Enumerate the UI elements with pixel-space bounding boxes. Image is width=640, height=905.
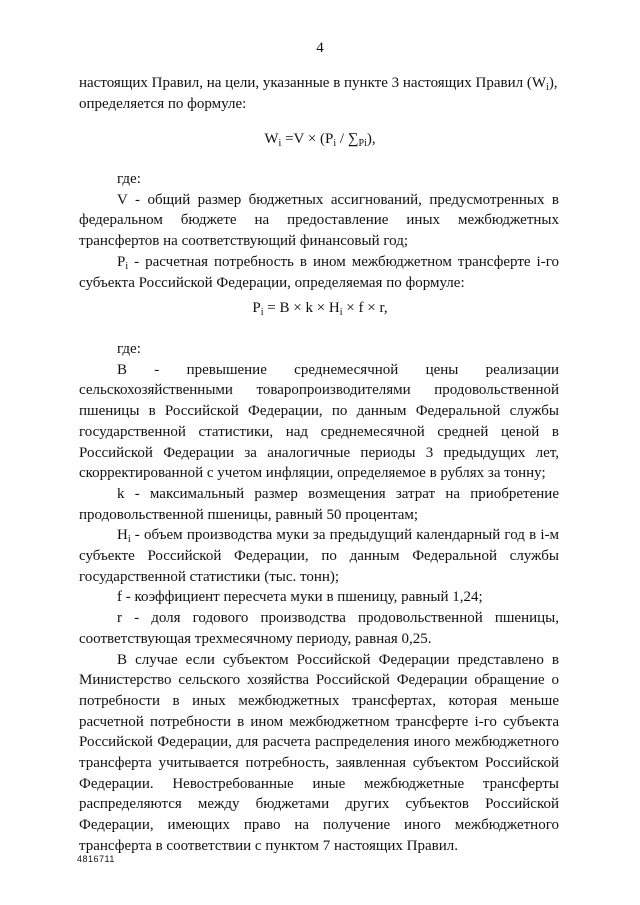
formula-p-symbol: P <box>252 300 261 316</box>
h-definition-text: - объем производства муки за предыдущий календарный год в i-м субъекте Российской Федерации, по данным Федеральной службы государственной статистики (тыс. тонн); <box>79 527 559 585</box>
footer-code: 4816711 <box>77 854 115 864</box>
intro-line-1-sub: i <box>546 82 549 93</box>
formula-w <box>0 131 640 148</box>
formula-p <box>0 300 640 317</box>
intro-line-1-a: настоящих Правил, на цели, указанные в пункте 3 настоящих Правил (W <box>79 75 547 91</box>
formula-p-sub: i <box>260 307 264 318</box>
p-definition-text: - расчетная потребность в ином межбюджетном трансферте i-го субъекта Российской Федерации, определяемая по формуле: <box>79 253 559 291</box>
k-definition: k - максимальный размер возмещения затрат на приобретение продовольственной пшеницы, равный 50 процентам; <box>79 485 559 523</box>
where-label-1: где: <box>117 171 141 187</box>
f-definition: f - коэффициент пересчета муки в пшеницу, равный 1,24; <box>117 589 483 606</box>
final-paragraph: В случае если субъектом Российской Федерации представлено в Министерство сельского хозяйства Российской Федерации обращение о потребности в иных межбюджетных трансфертах, которая меньше расчетной потребности в ином межбюджетном трансферте i-го субъекта Российской Федерации, для расчета распределения иного межбюджетного трансферта учитывается потребность, заявленная субъектом Российской Федерации. Невостребованные иные межбюджетные трансферты распределяются между бюджетами других субъектов Российской Федерации, имеющих право на получение иного межбюджетного трансферта в соответствии с пунктом 7 настоящих Правил. <box>79 651 559 854</box>
formula-w-mid: =V × (P <box>281 131 334 147</box>
formula-w-div: / ∑ <box>336 131 359 147</box>
p-definition-symbol: P <box>117 253 126 270</box>
formula-p-mid: = B × k × H <box>263 300 340 316</box>
h-definition-symbol: H <box>117 527 128 544</box>
formula-w-p-sub: i <box>333 138 337 149</box>
v-definition: V - общий размер бюджетных ассигнований, предусмотренных в федеральном бюджете на предоставление иных межбюджетных трансфертов на соответствующий финансовый год; <box>79 191 559 250</box>
definitions-block-1 <box>79 169 559 293</box>
formula-p-end: × f × r, <box>342 300 388 316</box>
definitions-block-2 <box>79 339 559 857</box>
p-definition <box>79 252 559 293</box>
intro-line-2: определяется по формуле: <box>79 95 247 112</box>
intro-text <box>79 73 559 114</box>
where-label-2: где: <box>117 341 141 357</box>
b-definition: B - превышение среднемесячной цены реализации сельскохозяйственными товаропроизводителями продовольственной пшеницы в Российской Федерации, по данным Федеральной службы государственной статистики, над среднемесячной средней ценой в Российской Федерации за аналогичные периоды 3 предыдущих лет, скорректированной с учетом инфляции, определяемое в рублях за тонну; <box>79 361 559 482</box>
formula-w-symbol: W <box>264 131 279 147</box>
intro-line-1-b: ), <box>548 75 558 91</box>
p-definition-sub: i <box>125 260 129 272</box>
formula-w-sum-sub: Pi <box>358 138 367 149</box>
formula-w-end: ), <box>366 131 376 147</box>
h-definition-sub: i <box>127 534 131 546</box>
intro-line-1 <box>79 73 559 94</box>
formula-p-h-sub: i <box>339 307 343 318</box>
page-number: 4 <box>316 40 324 56</box>
formula-w-sub: i <box>278 138 282 149</box>
r-definition: r - доля годового производства продовольственной пшеницы, соответствующая трехмесячному периоду, равная 0,25. <box>79 610 559 647</box>
h-definition <box>79 525 559 587</box>
